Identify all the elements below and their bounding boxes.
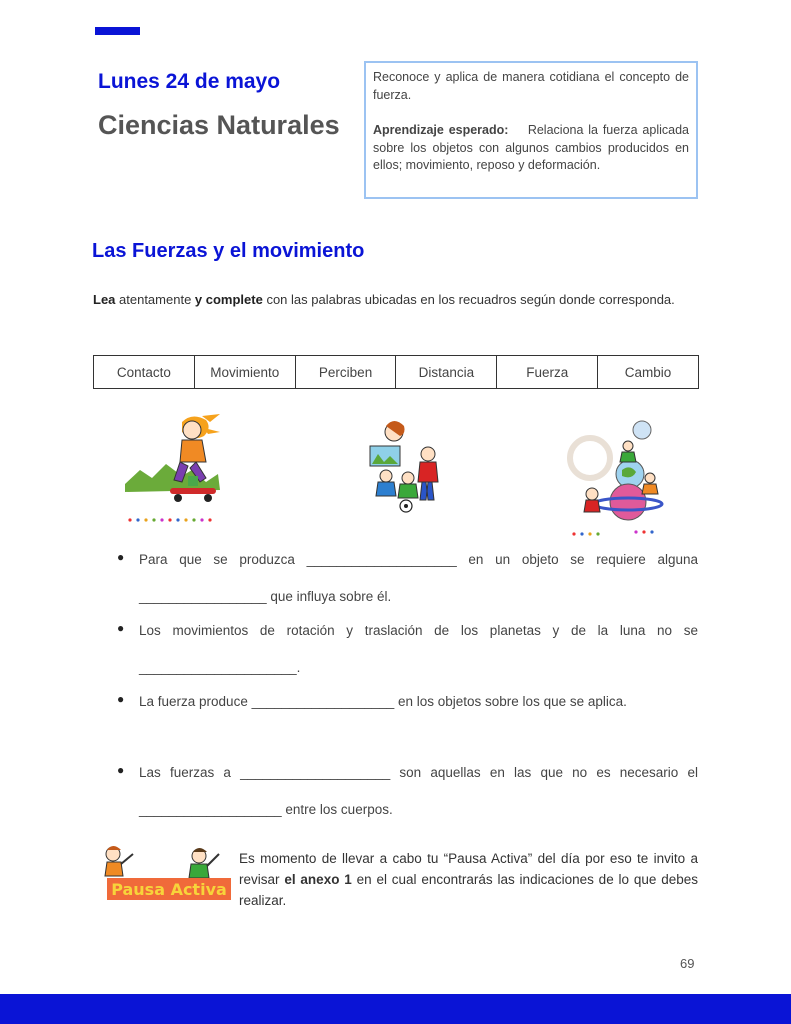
instruction-bold-lea: Lea <box>93 292 116 307</box>
bullet-icon: ● <box>117 692 125 706</box>
word-bank-cell: Distancia <box>396 356 497 389</box>
exercise-line: Para que se produzca ____________________ en un objeto se requiere alguna <box>139 552 698 567</box>
exercise-line: _____________________. <box>139 660 301 675</box>
bullet-icon: ● <box>117 550 125 564</box>
exercise-line: La fuerza produce ___________________ en los objetos sobre los que se aplica. <box>139 694 627 709</box>
objective-box <box>364 61 698 199</box>
instruction-text-1: atentamente <box>115 292 195 307</box>
instruction-text <box>93 289 698 310</box>
subject-heading: Ciencias Naturales <box>98 110 340 140</box>
footer-accent-bar <box>0 994 791 1024</box>
word-bank-cell: Contacto <box>94 356 195 389</box>
bullet-icon: ● <box>117 621 125 635</box>
exercise-line: Las fuerzas a ____________________ son aquellas en las que no es necesario el <box>139 765 698 780</box>
expected-text: Relaciona la fuerza aplicada sobre los objetos con algunos cambios producidos en ellos; movimiento, reposo y deformación. <box>373 123 689 172</box>
word-bank-cell: Fuerza <box>497 356 598 389</box>
expected-learning <box>373 122 689 175</box>
pausa-activa-logo-text: Pausa Activa <box>111 880 227 899</box>
header-accent-bar <box>95 27 140 35</box>
word-bank-cell: Cambio <box>598 356 699 389</box>
pause-activa-text <box>239 848 698 911</box>
word-bank-cell: Perciben <box>295 356 396 389</box>
exercise-line: ___________________ entre los cuerpos. <box>139 802 393 817</box>
section-title: Las Fuerzas y el movimiento <box>92 240 365 262</box>
word-bank-cell: Movimiento <box>194 356 295 389</box>
objective-text: Reconoce y aplica de manera cotidiana el concepto de fuerza. <box>373 70 689 102</box>
pause-annex-link-text: el anexo 1 <box>284 872 352 887</box>
instruction-bold-complete: y complete <box>194 292 263 307</box>
kids-playing-ball-illustration <box>366 420 446 514</box>
planets-kids-illustration <box>566 418 666 538</box>
page-number: 69 <box>680 956 695 971</box>
skateboard-girl-illustration <box>122 412 222 524</box>
date-heading: Lunes 24 de mayo <box>98 70 281 93</box>
instruction-text-2: con las palabras ubicadas en los recuadros según donde corresponda. <box>262 292 675 307</box>
word-bank-table <box>93 355 699 389</box>
pause-text-2: en el cual encontrarás las indicaciones de lo que debes realizar. <box>239 872 698 908</box>
exercise-line: _________________ que influya sobre él. <box>139 589 392 604</box>
expected-label: Aprendizaje esperado: <box>373 123 509 137</box>
pause-text-1: Es momento de llevar a cabo tu “Pausa Activa” del día por eso te invito a revisar <box>239 851 698 887</box>
exercise-line: Los movimientos de rotación y traslación de los planetas y de la luna no se <box>139 623 698 638</box>
bullet-icon: ● <box>117 763 125 777</box>
pausa-activa-logo <box>103 846 235 904</box>
